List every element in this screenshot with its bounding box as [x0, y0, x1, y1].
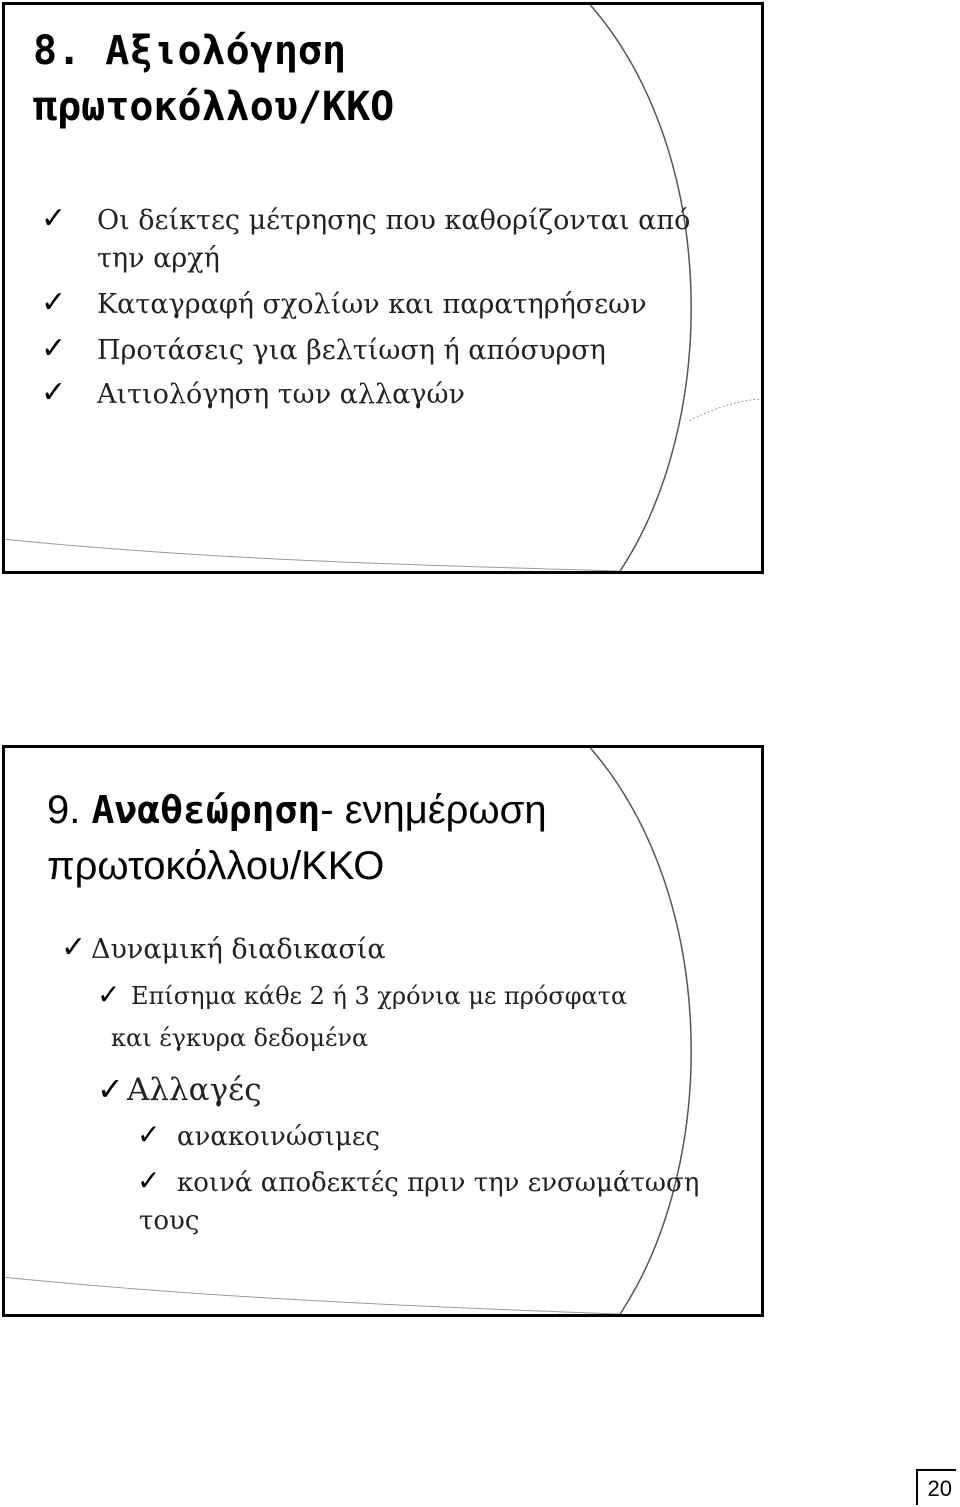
- title-rest: - ενημέρωση: [320, 788, 547, 832]
- slide-title: [47, 782, 547, 894]
- checkmark-icon: ✓: [61, 930, 87, 965]
- title-line-1: 8. Αξιολόγηση: [33, 28, 347, 74]
- sub-bullet-text: Επίσημα κάθε 2 ή 3 χρόνια με πρόσφατα: [131, 982, 628, 1010]
- checkmark-icon: ✓: [97, 978, 121, 1011]
- nested-bullet-text: ανακοινώσιμες: [177, 1122, 380, 1152]
- nested-bullet-text-continuation: τους: [139, 1206, 200, 1236]
- slide-title: [33, 23, 394, 135]
- bullet-text: Καταγραφή σχολίων και παρατηρήσεων: [97, 289, 647, 320]
- slide-evaluation: [2, 2, 764, 574]
- bullet-text-continuation: την αρχή: [97, 243, 220, 274]
- nested-bullet-text: κοινά αποδεκτές πριν την ενσωμάτωση: [177, 1168, 700, 1198]
- bullet-text: Αιτιολόγηση των αλλαγών: [97, 379, 465, 410]
- bullet-text: Οι δείκτες μέτρησης που καθορίζονται από: [97, 205, 691, 236]
- slide-revision: [2, 745, 764, 1317]
- bullet-text: Προτάσεις για βελτίωση ή απόσυρση: [97, 335, 606, 366]
- title-line-2: πρωτοκόλλου/ΚΚΟ: [33, 84, 395, 130]
- sub-bullet-text: Αλλαγές: [127, 1072, 262, 1108]
- title-number: 9.: [47, 788, 81, 832]
- checkmark-icon: ✓: [41, 285, 67, 320]
- checkmark-icon: ✓: [41, 201, 67, 236]
- checkmark-icon: ✓: [41, 331, 67, 366]
- title-line-2: πρωτοκόλλου/ΚΚΟ: [47, 844, 385, 888]
- checkmark-icon: ✓: [137, 1164, 161, 1197]
- checkmark-icon: ✓: [41, 375, 67, 410]
- sub-bullet-text-continuation: και έγκυρα δεδομένα: [111, 1024, 369, 1052]
- checkmark-icon: ✓: [137, 1118, 161, 1151]
- checkmark-icon: ✓: [97, 1070, 124, 1108]
- title-bold-word: Αναθεώρηση: [91, 788, 321, 832]
- bullet-text: Δυναμική διαδικασία: [91, 934, 386, 965]
- page-number: 20: [916, 1469, 956, 1505]
